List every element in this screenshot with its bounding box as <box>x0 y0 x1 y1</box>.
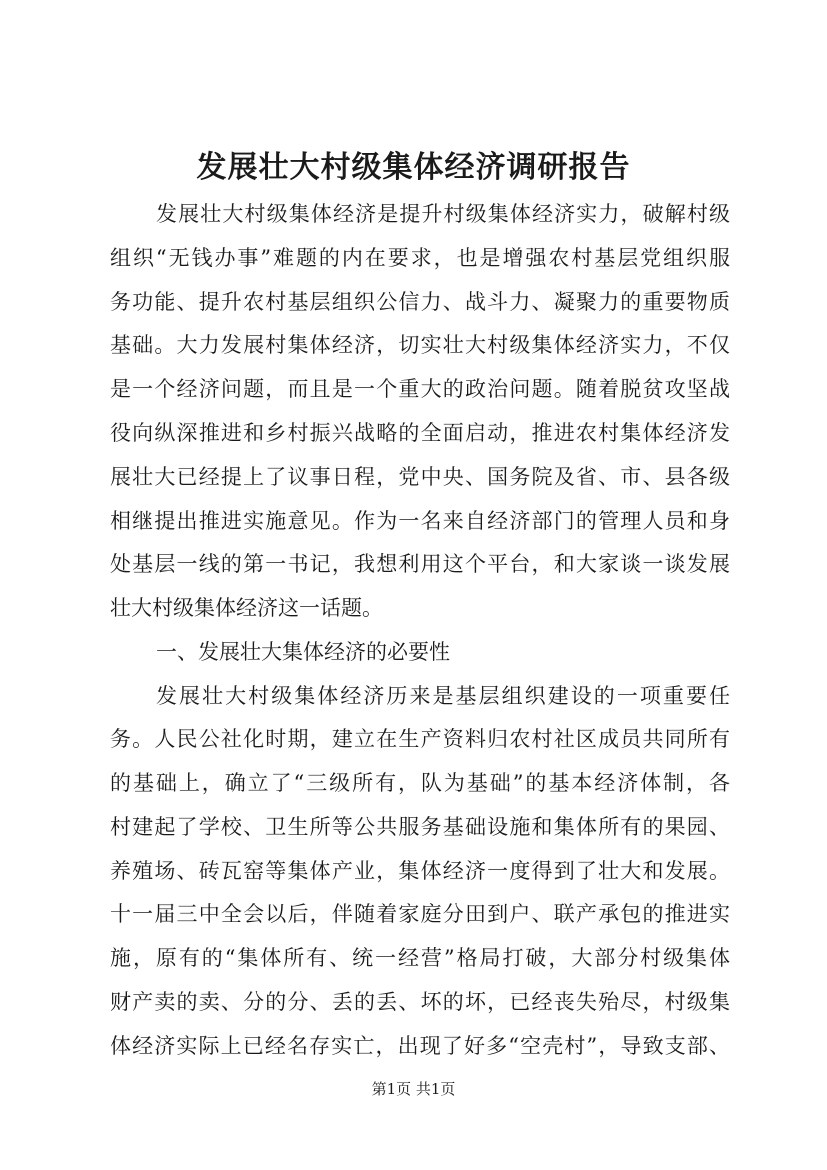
text-line: 养殖场、砖瓦窑等集体产业，集体经济一度得到了壮大和发展。 <box>110 859 730 883</box>
text-line: 的基础上，确立了“三级所有，队为基础”的基本经济体制，各 <box>110 771 730 795</box>
text-line: 壮大村级集体经济这一话题。 <box>110 596 383 620</box>
text-line: 十一届三中全会以后，伴随着家庭分田到户、联产承包的推进实 <box>110 902 730 926</box>
text-line: 展壮大已经提上了议事日程，党中央、国务院及省、市、县各级 <box>110 465 730 489</box>
text-line: 村建起了学校、卫生所等公共服务基础设施和集体所有的果园、 <box>110 815 730 839</box>
text-line: 务。人民公社化时期，建立在生产资料归农村社区成员共同所有 <box>110 727 730 751</box>
section-heading: 一、发展壮大集体经济的必要性 <box>156 640 450 664</box>
text-line: 发展壮大村级集体经济历来是基层组织建设的一项重要任 <box>156 684 730 708</box>
text-line: 基础。大力发展村集体经济，切实壮大村级集体经济实力，不仅 <box>110 333 730 357</box>
text-line: 组织“无钱办事”难题的内在要求，也是增强农村基层党组织服 <box>110 246 730 270</box>
text-line: 务功能、提升农村基层组织公信力、战斗力、凝聚力的重要物质 <box>110 290 730 314</box>
text-line: 财产卖的卖、分的分、丢的丢、坏的坏，已经丧失殆尽，村级集 <box>110 990 730 1014</box>
text-line: 是一个经济问题，而且是一个重大的政治问题。随着脱贫攻坚战 <box>110 377 730 401</box>
text-line: 发展壮大村级集体经济是提升村级集体经济实力，破解村级 <box>156 202 730 226</box>
text-line: 体经济实际上已经名存实亡，出现了好多“空壳村”，导致支部、 <box>110 1034 730 1058</box>
text-line: 施，原有的“集体所有、统一经营”格局打破，大部分村级集体 <box>110 946 730 970</box>
page-number-footer: 第1页 共1页 <box>371 1080 456 1098</box>
text-line: 处基层一线的第一书记，我想利用这个平台，和大家谈一谈发展 <box>110 552 730 576</box>
text-line: 相继提出推进实施意见。作为一名来自经济部门的管理人员和身 <box>110 509 730 533</box>
page-title: 发展壮大村级集体经济调研报告 <box>196 150 631 185</box>
text-line: 役向纵深推进和乡村振兴战略的全面启动，推进农村集体经济发 <box>110 421 730 445</box>
